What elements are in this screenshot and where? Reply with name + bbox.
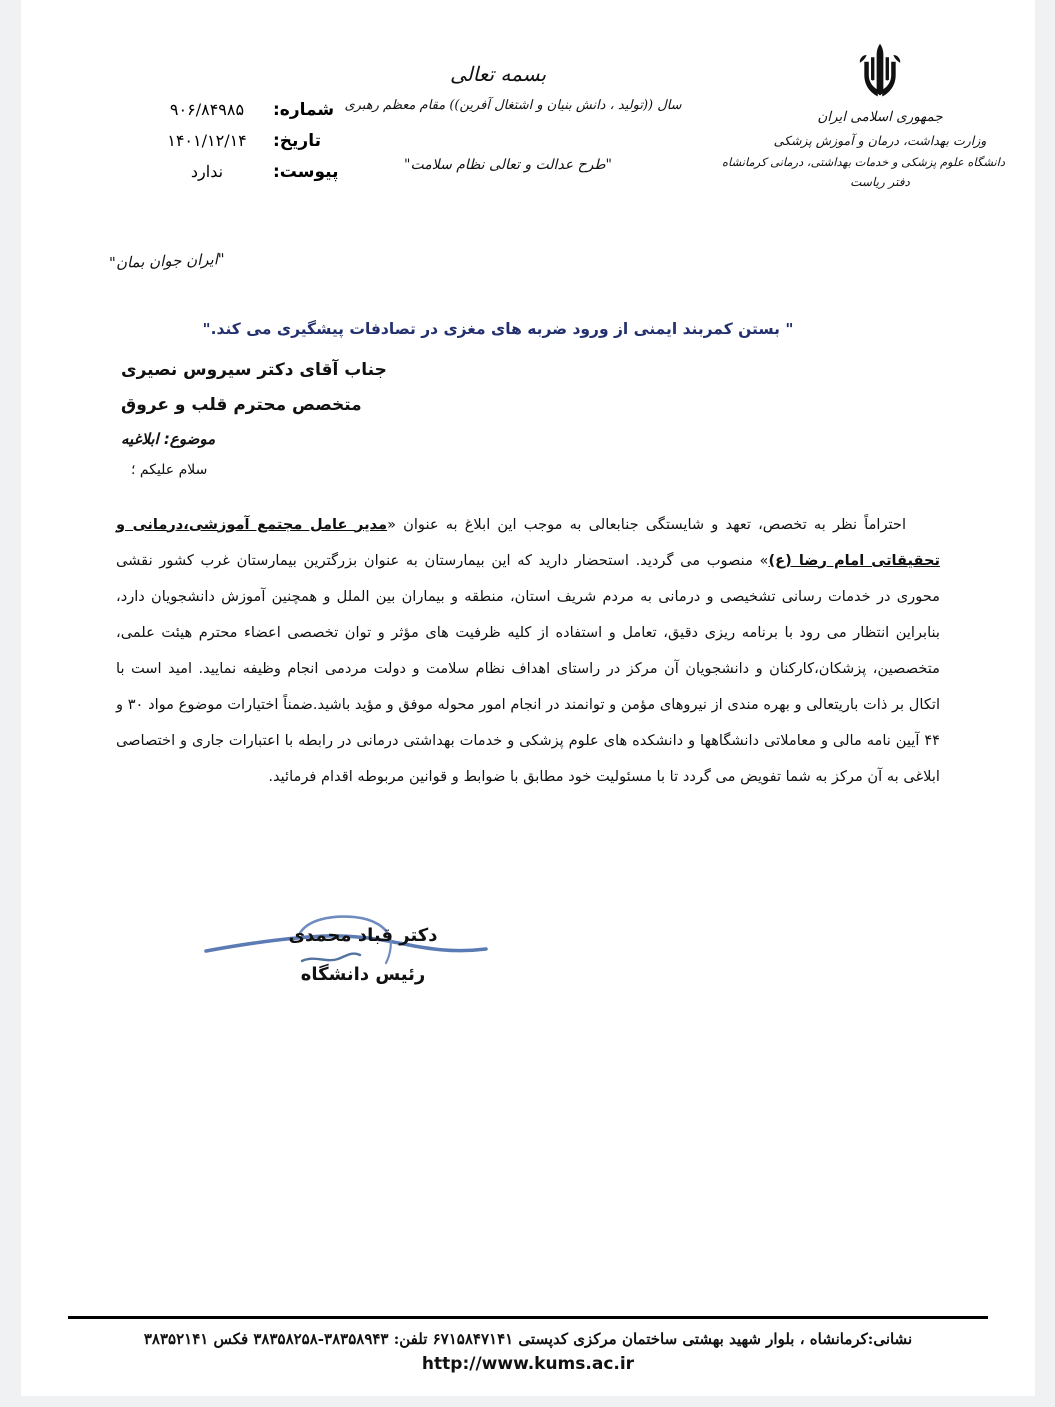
addressee-block — [21, 360, 1035, 448]
signature-block — [21, 925, 1035, 985]
metadata-row-date — [141, 131, 351, 151]
letter-metadata — [141, 100, 351, 193]
appointment-title: مدیر عامل مجتمع آموزشی،درمانی و تحقیقاتی امام رضا (ع) — [116, 515, 940, 569]
document-page — [21, 0, 1035, 1396]
signer-title: رئیس دانشگاه — [300, 964, 426, 985]
signer-name: دکتر قباد محمدی — [288, 925, 438, 946]
org-line-country: جمهوری اسلامی ایران — [817, 109, 943, 125]
addressee-name: جناب آقای دکتر سیروس نصیری — [121, 360, 387, 380]
letter-subject: موضوع: ابلاغیه — [121, 430, 216, 448]
org-line-office: دفتر ریاست — [850, 174, 910, 189]
org-line-university: دانشگاه علوم پزشکی و خدمات بهداشتی، درمانی کرمانشاه — [721, 154, 1005, 169]
metadata-row-number — [141, 100, 351, 120]
greeting-line: سلام علیکم ؛ — [131, 462, 208, 478]
attachment-label: پیوست: — [273, 162, 339, 182]
org-line-ministry: وزارت بهداشت، درمان و آموزش پزشکی — [773, 132, 987, 148]
seatbelt-safety-slogan: " بستن کمربند ایمنی از ورود ضربه های مغزی در تصادفات پیشگیری می کند." — [202, 320, 794, 338]
date-label: تاریخ: — [273, 131, 321, 151]
footer-website-url[interactable]: http://www.kums.ac.ir — [421, 1354, 635, 1374]
number-value: ۹۰۶/۸۴۹۸۵ — [169, 100, 245, 119]
number-label: شماره: — [273, 100, 335, 120]
letter-body — [116, 507, 940, 795]
health-plan-slogan: "طرح عدالت و تعالی نظام سلامت" — [404, 157, 612, 173]
footer-address-text: نشانی:کرمانشاه ، بلوار شهید بهشتی ساختمان مرکزی کدپستی ۶۷۱۵۸۴۷۱۴۱ تلفن: ۳۸۳۵۸۹۴۳-۳۸۳۵۸۲۵۸ فکس ۳۸۳۵۲۱۴۱ — [143, 1330, 913, 1348]
page-footer — [21, 1316, 1035, 1374]
body-part-one: احتراماً نظر به تخصص، تعهد و شایستگی جنابعالی به موجب این ابلاغ به عنوان « — [387, 515, 907, 533]
year-slogan-text: سال ((تولید ، دانش بنیان و اشتغال آفرین)) مقام معظم رهبری — [344, 98, 682, 113]
signature-wrapper — [289, 925, 438, 985]
basmala-text: بسمه تعالی — [449, 62, 547, 86]
date-value: ۱۴۰۱/۱۲/۱۴ — [167, 131, 247, 150]
body-part-two: » منصوب می گردید. استحضار دارید که این بیمارستان به عنوان بزرگترین بیمارستان غرب کشور نقشی محوری در خدمات رسانی تشخیصی و درمانی به مردم شریف استان، منطقه و بیماران بین الملل و همچنین آموزش دانشجویان دارد، بنابراین انتظار می رود با برنامه ریزی دقیق، تعامل و استفاده از کلیه ظرفیت های مؤثر و توان تخصصی اعضاء محترم هیئت علمی، متخصصین، پزشکان،کارکنان و دانشجویان آن مرکز در راستای اهداف نظام سلامت و دولت مردمی انجام وظیفه نمایید. امید است با اتکال بر ذات باریتعالی و بهره مندی از نیروهای مؤمن و توانمند در انجام امور محوله موفق و مؤید باشید.ضمناً اختیارات موضوع مواد ۳۰ و ۴۴ آیین نامه مالی و معاملاتی دانشگاهها و دانشکده های علوم پزشکی و خدمات بهداشتی درمانی در رابطه با اعتبارات جاری و اختصاصی ابلاغی به آن مرکز به شما تفویض می گردد تا با مسئولیت خود مطابق با ضوابط و قوانین مربوطه اقدام فرمائید. — [116, 551, 940, 785]
attachment-value: ندارد — [190, 162, 224, 181]
addressee-position: متخصص محترم قلب و عروق — [121, 395, 362, 415]
footer-divider — [68, 1316, 988, 1319]
iran-young-slogan: "ایران جوان بمان" — [108, 249, 226, 273]
letterhead — [21, 0, 1035, 273]
metadata-row-attachment — [141, 162, 351, 182]
